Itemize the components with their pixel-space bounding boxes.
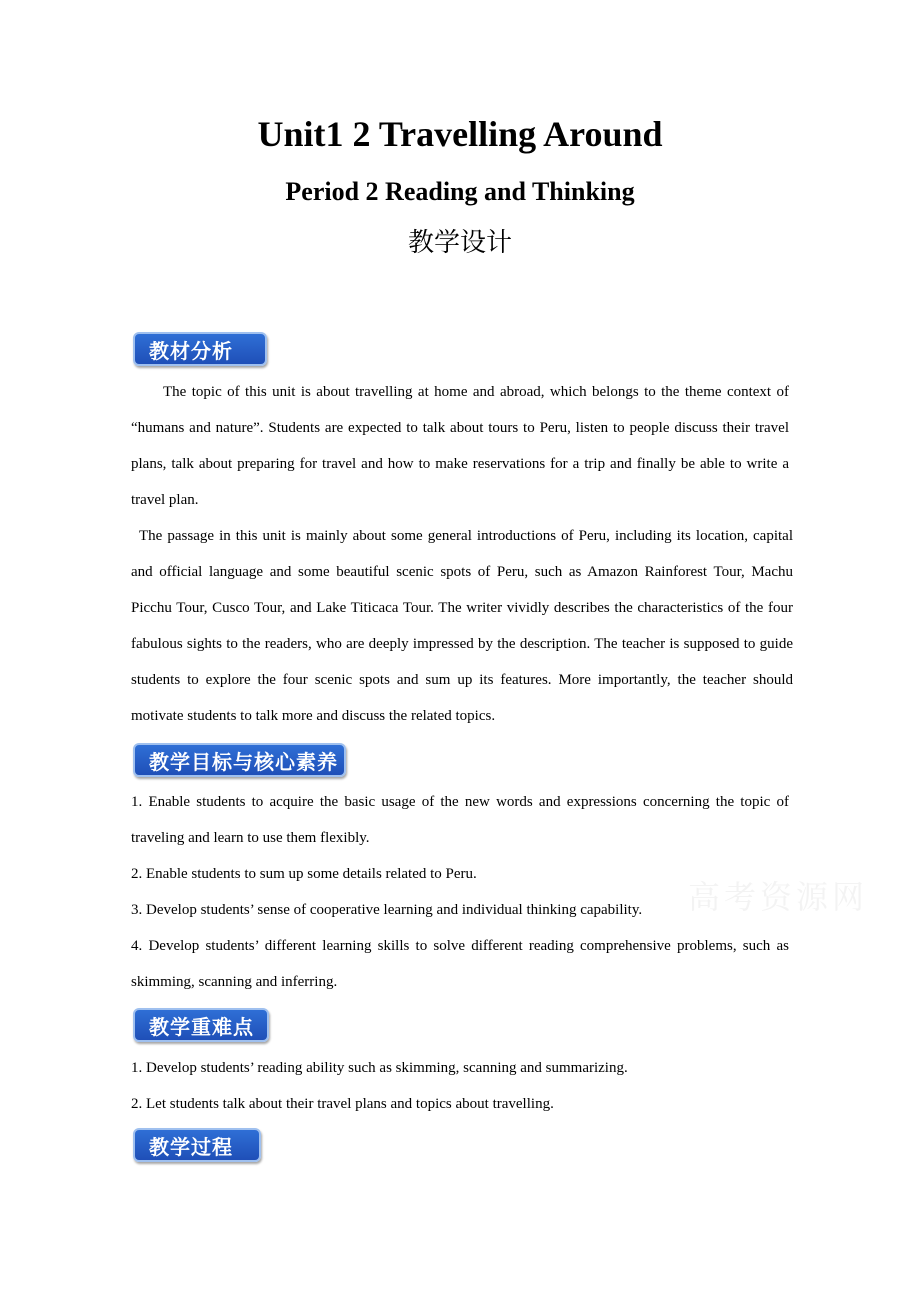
objective-item-2: 2. Enable students to sum up some details related to Peru. (131, 866, 477, 882)
objective-item-1: 1. Enable students to acquire the basic usage of the new words and expressions concerning the topic of traveling and learn to use them flexibly. (131, 794, 789, 846)
section-badge-key-points: 教学重难点 (133, 1008, 269, 1042)
objective-item-4: 4. Develop students’ different learning skills to solve different reading comprehensive problems, such as skimming, scanning and inferring. (131, 938, 789, 990)
key-point-item-2: 2. Let students talk about their travel plans and topics about travelling. (131, 1096, 554, 1112)
section-badge-objectives: 教学目标与核心素养 (133, 743, 346, 777)
section-badge-analysis: 教材分析 (133, 332, 267, 366)
analysis-paragraph-1: The topic of this unit is about travelling at home and abroad, which belongs to the theme context of “humans and nature”. Students are expected to talk about tours to Peru, listen to people discuss their travel plans, talk about preparing for travel and how to make reservations for a trip and finally be able to write a travel plan. (131, 384, 789, 508)
key-point-item-1: 1. Develop students’ reading ability such as skimming, scanning and summarizing. (131, 1060, 628, 1076)
document-subtitle: Period 2 Reading and Thinking (285, 177, 635, 206)
objective-item-3: 3. Develop students’ sense of cooperative learning and individual thinking capability. (131, 902, 643, 918)
watermark-text: 高考资源网 (688, 878, 869, 916)
document-cn-title: 教学设计 (407, 228, 512, 258)
section-badge-process: 教学过程 (133, 1128, 261, 1162)
analysis-paragraph-2: The passage in this unit is mainly about some general introductions of Peru, including its location, capital and official language and some beautiful scenic spots of Peru, such as Amazon Rainforest Tour, Machu Picchu Tour, Cusco Tour, and Lake Titicaca Tour. The writer vividly describes the characteristics of the four fabulous sights to the readers, who are deeply impressed by the description. The teacher is supposed to guide students to explore the four scenic spots and sum up its features. More importantly, the teacher should motivate students to talk more and discuss the related topics. (131, 528, 793, 724)
document-title: Unit1 2 Travelling Around (257, 114, 663, 154)
